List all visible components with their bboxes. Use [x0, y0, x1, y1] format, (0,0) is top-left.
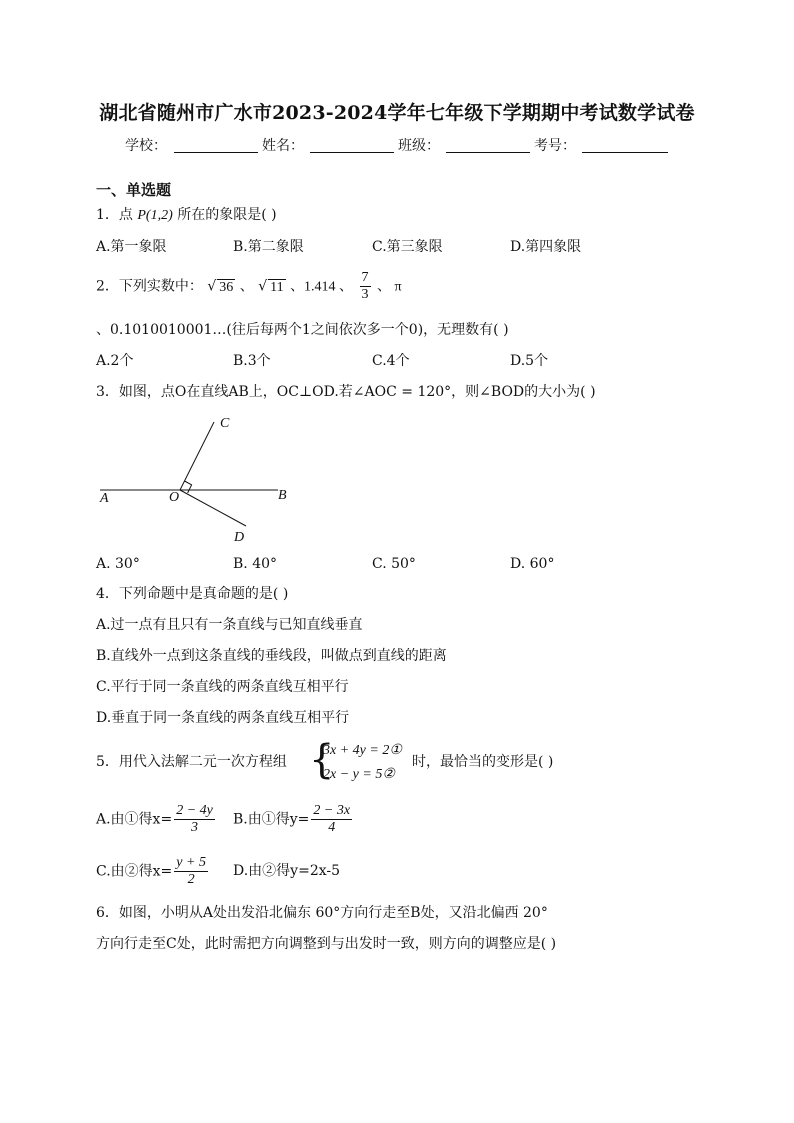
ray-od: [180, 490, 246, 526]
q2-number-list: 、1.414 、: [290, 279, 354, 295]
info-school-label: 学校：: [125, 138, 167, 154]
name-blank[interactable]: [310, 138, 394, 153]
question-4-stem: 4．下列命题中是真命题的是( ): [96, 586, 289, 602]
q5-opt-a-den: 3: [191, 820, 199, 836]
q1-stem-post: 所在的象限是( ): [177, 207, 277, 223]
q3-option-b[interactable]: B. 40°: [233, 556, 278, 572]
q1-stem-pre: 1．点: [96, 207, 133, 223]
label-a: A: [100, 491, 109, 506]
q2-option-a[interactable]: A.2个: [96, 353, 134, 369]
q5-option-d[interactable]: D.由②得y=2x-5: [233, 863, 341, 879]
q1-point: P(1,2): [137, 208, 173, 223]
q5-opt-b-label: B.由①得y=: [233, 811, 310, 828]
q1-option-b[interactable]: B.第二象限: [233, 239, 304, 255]
q2-sep: 、: [239, 278, 254, 295]
q2-line-2: 、0.1010010001…(往后每两个1之间依次多一个0)，无理数有( ): [96, 322, 509, 338]
info-class-label: 班级：: [398, 138, 440, 154]
q4-option-a[interactable]: A.过一点有且只有一条直线与已知直线垂直: [96, 617, 363, 633]
q1-option-d[interactable]: D.第四象限: [510, 239, 582, 255]
q3-option-c[interactable]: C. 50°: [372, 556, 416, 572]
ray-oc: [180, 422, 214, 490]
right-angle-mark: [185, 481, 192, 493]
q5-opt-c-den: 2: [187, 872, 195, 888]
sqrt-icon: √: [258, 278, 268, 295]
q2-option-d[interactable]: D.5个: [510, 353, 549, 369]
info-name-label: 姓名：: [262, 138, 304, 154]
q3-option-a[interactable]: A. 30°: [96, 556, 140, 572]
q4-option-d[interactable]: D.垂直于同一条直线的两条直线互相平行: [96, 710, 350, 726]
label-b: B: [278, 488, 287, 503]
q3-figure: [90, 410, 310, 550]
q5-opt-b-den: 4: [328, 820, 336, 836]
q5-opt-b-fraction: [311, 803, 352, 836]
label-d: D: [234, 530, 245, 545]
q2-frac-num: 7: [360, 270, 371, 287]
q4-option-c[interactable]: C.平行于同一条直线的两条直线互相平行: [96, 679, 349, 695]
q2-frac-den: 3: [361, 287, 369, 303]
label-o: O: [169, 490, 180, 505]
q5-eq2: 2x − y = 5②: [323, 767, 395, 782]
q6-line-2: 方向行走至C处，此时需把方向调整到与出发时一致，则方向的调整应是( ): [96, 936, 557, 952]
number-blank[interactable]: [582, 138, 668, 153]
q2-radicand-1: 36: [219, 279, 234, 295]
school-blank[interactable]: [174, 138, 258, 153]
q2-option-b[interactable]: B.3个: [233, 353, 271, 369]
q1-option-c[interactable]: C.第三象限: [372, 239, 443, 255]
question-3-stem: 3．如图，点O在直线AB上，OC⊥OD.若∠AOC = 120°，则∠BOD的大小为( ): [96, 384, 596, 400]
q5-opt-a-fraction: [174, 803, 215, 836]
section-heading: 一、单选题: [96, 181, 172, 199]
exam-title: 湖北省随州市广水市2023-2024学年七年级下学期期中考试数学试卷: [99, 102, 695, 124]
brace-icon: {: [309, 737, 335, 783]
q5-option-a[interactable]: [96, 803, 217, 836]
q5-opt-c-fraction: [174, 855, 208, 888]
q2-option-c[interactable]: C.4个: [372, 353, 410, 369]
q5-option-b[interactable]: [233, 803, 354, 836]
q5-opt-a-num: 2 − 4y: [174, 803, 215, 820]
q2-radicand-2: 11: [270, 279, 284, 295]
q1-option-a[interactable]: A.第一象限: [96, 239, 167, 255]
q4-option-b[interactable]: B.直线外一点到这条直线的垂线段，叫做点到直线的距离: [96, 648, 447, 664]
question-2-stem: [96, 270, 402, 303]
q5-stem-pre: 5．用代入法解二元一次方程组: [96, 754, 287, 770]
q3-option-d[interactable]: D. 60°: [510, 556, 555, 572]
q5-eq1: 3x + 4y = 2①: [323, 743, 402, 758]
label-c: C: [220, 416, 230, 431]
q5-opt-b-num: 2 − 3x: [311, 803, 352, 820]
q2-fraction: [360, 270, 371, 303]
q5-stem-post: 时，最恰当的变形是( ): [412, 754, 554, 770]
q5-opt-c-num: y + 5: [174, 855, 208, 872]
q2-stem-pre: 2．下列实数中：: [96, 278, 203, 295]
q5-option-c[interactable]: [96, 855, 210, 888]
sqrt-icon: √: [207, 278, 217, 295]
question-1-stem: [96, 208, 277, 223]
q5-opt-c-label: C.由②得x=: [96, 863, 173, 880]
q6-line-1: 6．如图，小明从A处出发沿北偏东 60°方向行走至B处，又沿北偏西 20°: [96, 905, 548, 921]
info-number-label: 考号：: [534, 138, 576, 154]
q5-opt-a-label: A.由①得x=: [96, 811, 173, 828]
class-blank[interactable]: [446, 138, 530, 153]
q2-pi: 、 π: [376, 279, 402, 295]
